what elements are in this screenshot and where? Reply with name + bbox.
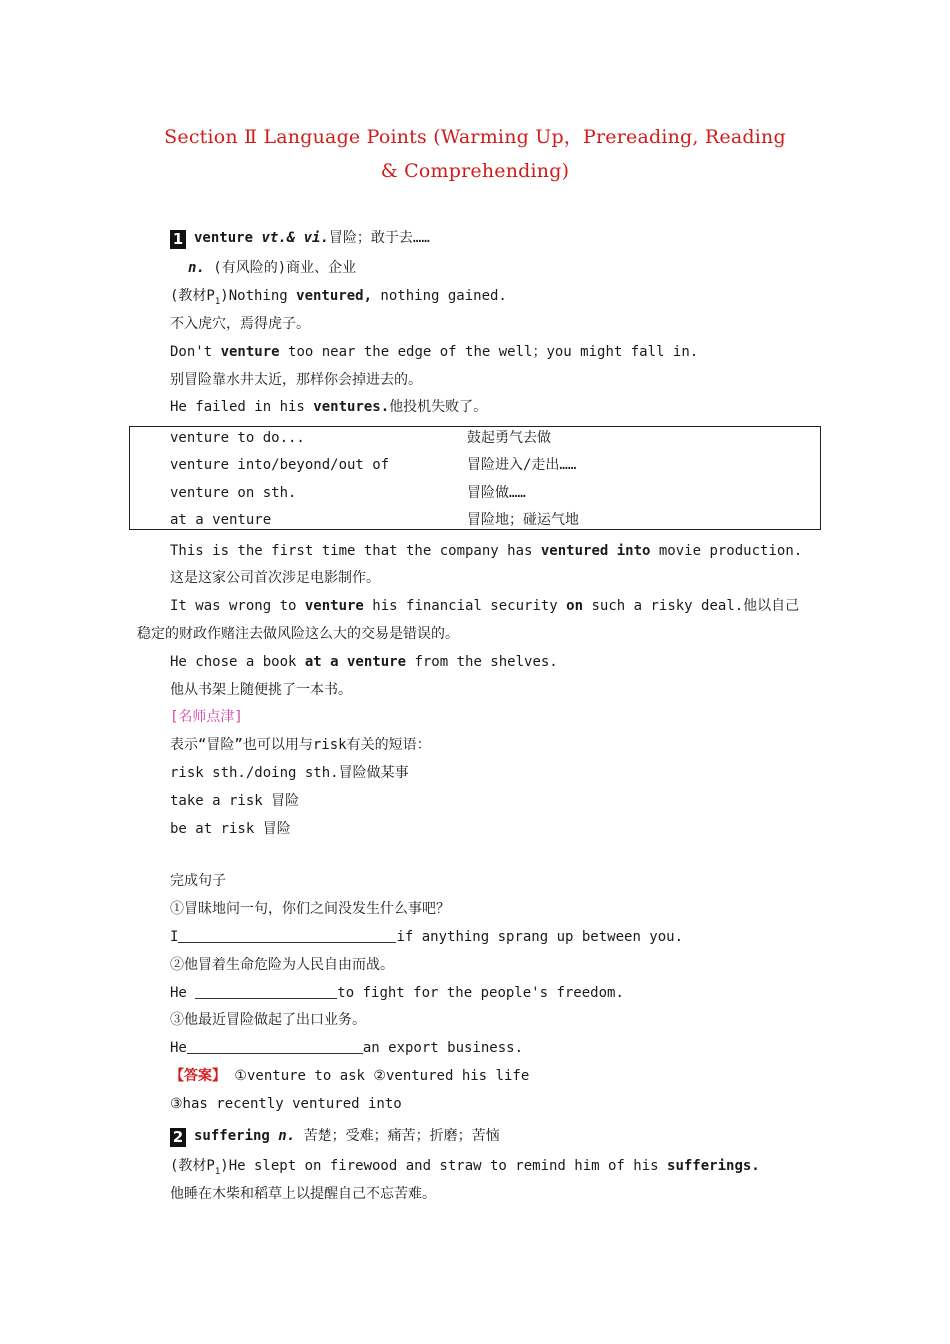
tip-item: be at risk 冒险: [170, 821, 291, 837]
question-text: He: [170, 985, 196, 1001]
question-1: [170, 927, 683, 947]
phrase-en: venture to do...: [170, 430, 305, 446]
question-1-prompt: ①冒昧地问一句，你们之间没发生什么事吧？: [170, 901, 450, 917]
question-2: [170, 983, 624, 1003]
example-1: [170, 286, 507, 312]
example-text: )Nothing: [220, 288, 297, 304]
example-keyword: venture: [304, 598, 364, 614]
entry2-heading: [170, 1126, 500, 1147]
example-keyword: ventured,: [296, 288, 372, 304]
example-text: such a risky deal.他以自己: [583, 598, 800, 614]
example-text: movie production.: [650, 543, 803, 559]
section-title: [130, 120, 820, 188]
example-text: from the shelves.: [406, 654, 558, 670]
phrase-en: venture into/beyond/out of: [170, 457, 390, 473]
question-text: I: [170, 929, 179, 945]
phrase-zh: 冒险地；碰运气地: [467, 512, 579, 528]
question-text: if anything sprang up between you.: [396, 929, 684, 945]
answer-blank[interactable]: [195, 984, 337, 999]
entry1-heading: [170, 228, 430, 249]
example-text: )He slept on firewood and straw to remind him of his: [220, 1158, 668, 1174]
example-translation: 他投机失败了。: [389, 399, 488, 415]
textbook-ref: (教材P: [170, 288, 215, 304]
entry-word: venture: [194, 230, 254, 246]
example-5: [170, 596, 799, 616]
answer-blank[interactable]: [178, 928, 396, 943]
answer-line-2: ③has recently ventured into: [170, 1096, 402, 1112]
example-text: He failed in his: [170, 399, 314, 415]
question-text: to fight for the people's freedom.: [337, 985, 624, 1001]
example-keyword: sufferings.: [667, 1158, 760, 1174]
section-title-line1: Section Ⅱ Language Points (Warming Up，Prereading, Reading: [164, 126, 786, 148]
entry-meaning-noun: (有风险的)商业、企业: [213, 260, 357, 276]
example-keyword: at a venture: [304, 654, 407, 670]
example-4-translation: 这是这家公司首次涉足电影制作。: [170, 570, 380, 586]
phrase-en: venture on sth.: [170, 485, 297, 501]
example-keyword: on: [566, 598, 584, 614]
answer-text: ①venture to ask ②ventured his life: [226, 1068, 530, 1084]
entry-meaning: 苦楚；受难；痛苦；折磨；苦恼: [295, 1128, 500, 1144]
exercise-title: 完成句子: [170, 873, 226, 889]
example-2: [170, 342, 698, 362]
entry2-example: [170, 1156, 760, 1182]
phrase-en: at a venture: [170, 512, 272, 528]
textbook-ref: (教材P: [170, 1158, 215, 1174]
entry1-noun-sense: [188, 258, 356, 278]
question-3-prompt: ③他最近冒险做起了出口业务。: [170, 1012, 366, 1028]
example-text: his financial security: [363, 598, 567, 614]
entry-pos: vt.& vi.: [261, 230, 329, 246]
phrase-row: [170, 483, 810, 503]
tip-intro: 表示“冒险”也可以用与risk有关的短语：: [170, 737, 431, 753]
example-3: [170, 397, 487, 417]
example-6-translation: 他从书架上随便挑了一本书。: [170, 682, 352, 698]
example-keyword: ventures.: [313, 399, 390, 415]
tip-item: risk sth./doing sth.冒险做某事: [170, 765, 409, 781]
textbook-page: 1: [214, 1166, 221, 1177]
phrase-row: [170, 455, 810, 475]
phrase-zh: 冒险做……: [467, 485, 526, 501]
example-text: It was wrong to: [170, 598, 305, 614]
entry-number-badge: 2: [170, 1128, 186, 1147]
question-2-prompt: ②他冒着生命危险为人民自由而战。: [170, 957, 394, 973]
entry2-example-translation: 他睡在木柴和稻草上以提醒自己不忘苦难。: [170, 1186, 436, 1202]
example-keyword: venture: [220, 344, 280, 360]
entry-pos-noun: n.: [188, 260, 205, 276]
answer-label: 【答案】: [170, 1068, 226, 1084]
phrase-table: [129, 426, 821, 530]
example-text: nothing gained.: [372, 288, 507, 304]
phrase-row: [170, 510, 810, 530]
tip-label: [名师点津]: [170, 709, 243, 725]
example-text: He chose a book: [170, 654, 305, 670]
example-5-translation: 稳定的财政作赌注去做风险这么大的交易是错误的。: [137, 626, 459, 642]
example-text: This is the first time that the company has: [170, 543, 541, 559]
phrase-zh: 鼓起勇气去做: [467, 430, 551, 446]
example-text: Don't: [170, 344, 221, 360]
example-text: too near the edge of the well；you might fall in.: [279, 344, 699, 360]
question-3: [170, 1038, 523, 1058]
section-title-line2: & Comprehending): [380, 160, 570, 182]
phrase-zh: 冒险进入/走出……: [467, 457, 577, 473]
example-6: [170, 652, 558, 672]
entry-pos: n.: [278, 1128, 296, 1144]
question-text: an export business.: [362, 1040, 524, 1056]
example-1-translation: 不入虎穴，焉得虎子。: [170, 316, 310, 332]
answer-line: [170, 1066, 529, 1086]
entry-meaning: 冒险；敢于去……: [328, 230, 430, 246]
example-2-translation: 别冒险靠水井太近，那样你会掉进去的。: [170, 372, 422, 388]
example-4: [170, 541, 802, 561]
textbook-page: 1: [214, 296, 221, 307]
example-keyword: ventured into: [540, 543, 651, 559]
answer-blank[interactable]: [187, 1039, 363, 1054]
tip-item: take a risk 冒险: [170, 793, 300, 809]
phrase-row: [170, 428, 810, 448]
entry-number-badge: 1: [170, 230, 186, 249]
entry-word: suffering: [194, 1128, 270, 1144]
question-text: He: [170, 1040, 187, 1056]
